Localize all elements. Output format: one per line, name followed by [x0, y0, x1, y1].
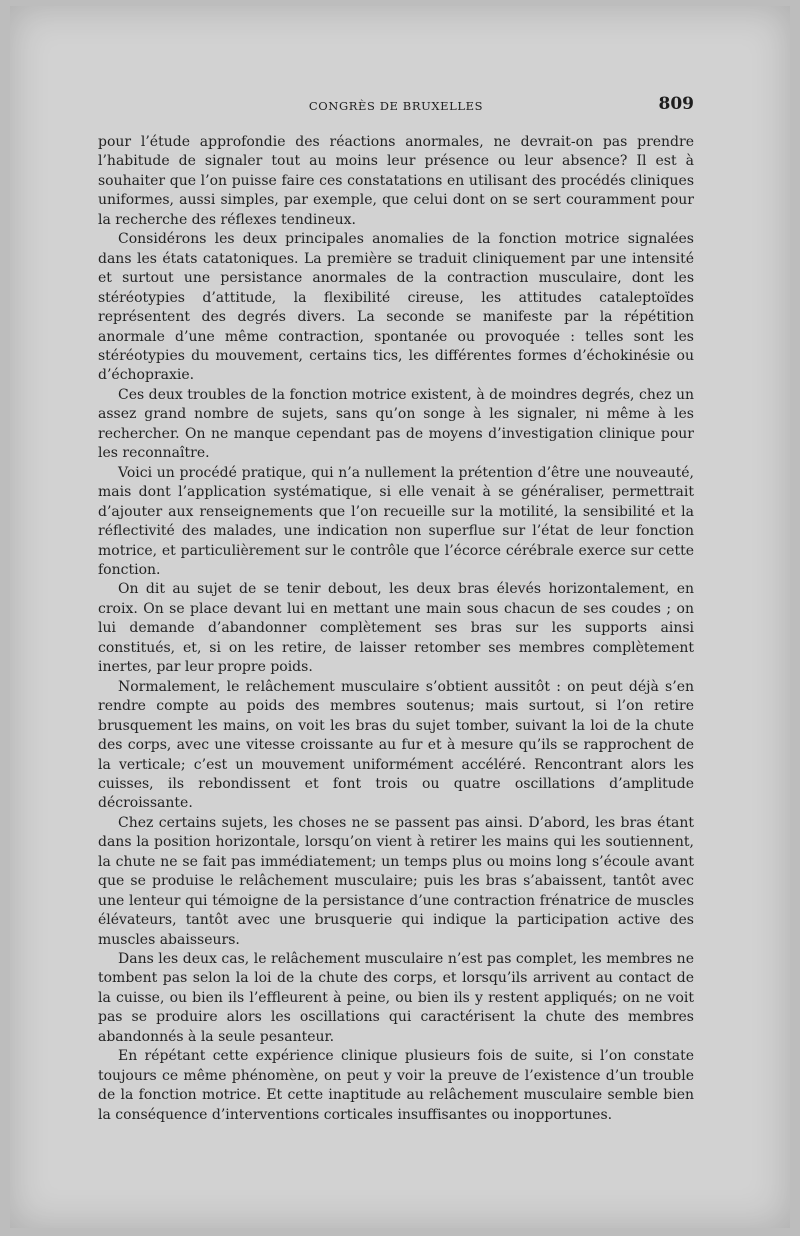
paragraph: En répétant cette expérience clinique plusieurs fois de suite, si l’on constate toujours ce même phénomène, on peut y voir la preuve de l’existence d’un trouble de la fonction motrice. Et cette inaptitude au relâchement musculaire semble bien la conséquence d’interventions corticales insuffisantes ou inopportunes.	[98, 1048, 694, 1123]
paragraph: On dit au sujet de se tenir debout, les deux bras élevés horizontalement, en croix. On se place devant lui en mettant une main sous chacun de ses coudes ; on lui demande d’abandonner complètement ses bras sur les supports ainsi constitués, et, si on les retire, de laisser retomber ses membres complètement inertes, par leur propre poids.	[98, 581, 694, 676]
running-head: CONGRÈS DE BRUXELLES	[308, 99, 484, 113]
paragraph: Voici un procédé pratique, qui n’a nullement la prétention d’être une nouveauté, mais dont l’application systématique, si elle venait à se généraliser, permettrait d’ajouter aux renseignements que l’on recueille sur la motilité, la sensibilité et la réflectivité des malades, une indication non superflue sur l’état de leur fonction motrice, et particulièrement sur le contrôle que l’écorce cérébrale exerce sur cette fonction.	[98, 464, 694, 578]
body-text	[98, 133, 694, 1125]
paragraph: Chez certains sujets, les choses ne se passent pas ainsi. D’abord, les bras étant dans la position horizontale, lorsqu’on vient à retirer les mains qui les soutiennent, la chute ne se fait pas immédiatement; un temps plus ou moins long s’écoule avant que se produise le relâchement musculaire; puis les bras s’abaissent, tantôt avec une lenteur qui témoigne de la persistance d’une contraction frénatrice de muscles élévateurs, tantôt avec une brusquerie qui indique la participation active des muscles abaisseurs.	[98, 814, 694, 948]
book-page	[10, 6, 790, 1228]
paragraph: Ces deux troubles de la fonction motrice existent, à de moindres degrés, chez un assez grand nombre de sujets, sans qu’on songe à les signaler, ni même à les rechercher. On ne manque cependant pas de moyens d’investigation clinique pour les reconnaître.	[98, 386, 694, 462]
page-number: 809	[658, 94, 694, 114]
paragraph: Normalement, le relâchement musculaire s’obtient aussitôt : on peut déjà s’en rendre compte au poids des membres soutenus; mais surtout, si l’on retire brusquement les mains, on voit les bras du sujet tomber, suivant la loi de la chute des corps, avec une vitesse croissante au fur et à mesure qu’ils se rapprochent de la verticale; c’est un mouvement uniformément accéléré. Rencontrant alors les cuisses, ils rebondissent et font trois ou quatre oscillations d’amplitude décroissante.	[98, 678, 694, 812]
paragraph: pour l’étude approfondie des réactions anormales, ne devrait-on pas prendre l’habitude de signaler tout au moins leur présence ou leur absence? Il est à souhaiter que l’on puisse faire ces constatations en utilisant des procédés cliniques uniformes, aussi simples, par exemple, que celui dont on se sert couramment pour la recherche des réflexes tendineux.	[98, 134, 694, 228]
page-header	[98, 94, 694, 118]
paragraph: Dans les deux cas, le relâchement musculaire n’est pas complet, les membres ne tombent pas selon la loi de la chute des corps, et lorsqu’ils arrivent au contact de la cuisse, ou bien ils l’effleurent à peine, ou bien ils y restent appliqués; on ne voit pas se produire alors les oscillations qui caractérisent la chute des membres abandonnés à la seule pesanteur.	[98, 951, 694, 1045]
paragraph: Considérons les deux principales anomalies de la fonction motrice signalées dans les états catatoniques. La première se traduit cliniquement par une intensité et surtout une persistance anormales de la contraction musculaire, dont les stéréotypies d’attitude, la flexibilité cireuse, les attitudes cataleptoïdes représentent des degrés divers. La seconde se manifeste par la répétition anormale d’une même contraction, spontanée ou provoquée : telles sont les stéréotypies du mouvement, certains tics, les différentes formes d’échokinésie ou d’échopraxie.	[98, 231, 694, 384]
